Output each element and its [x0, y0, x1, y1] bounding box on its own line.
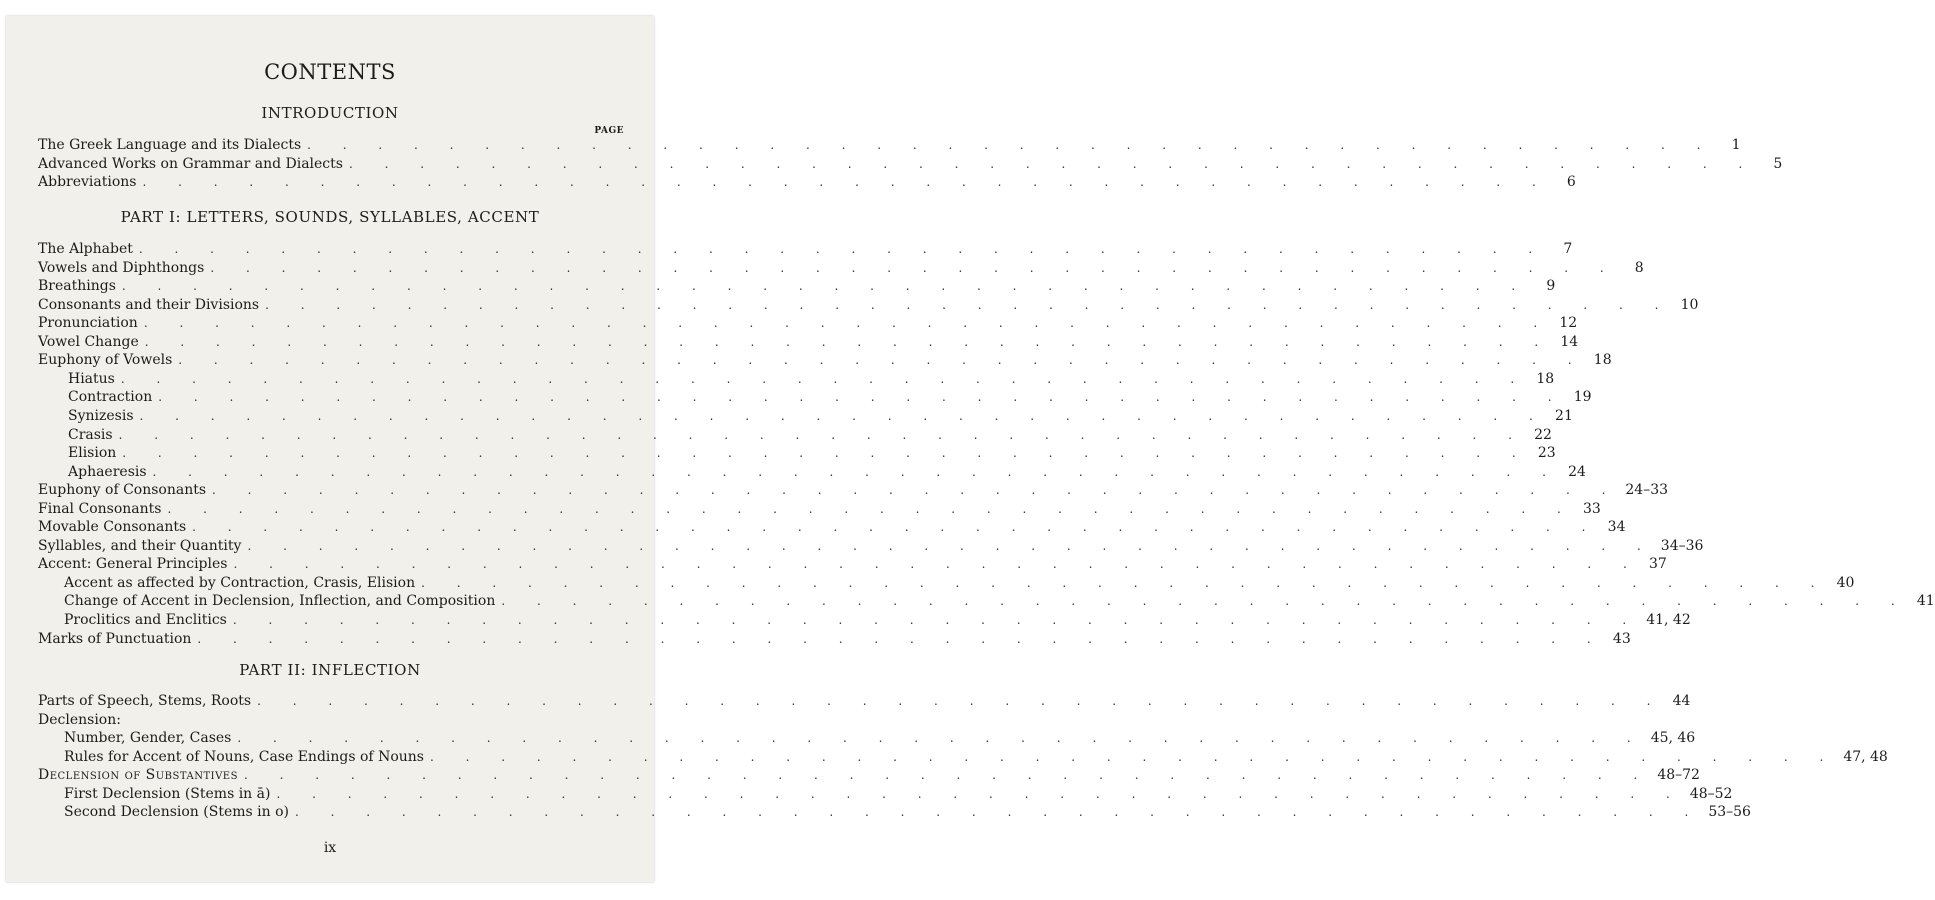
dot-leader: . . . . . . . . . . . . . . . . . . . . . . . . . . . . . . . . . . . . . . . . — [348, 156, 1757, 171]
dot-leader: . . . . . . . . . . . . . . . . . . . . . . . . . . . . . . . . . . . . . . . . — [233, 557, 1641, 572]
toc-entry-page: 12 — [1559, 315, 1578, 332]
toc-entry-title: Number, Gender, Cases — [64, 730, 232, 747]
toc-entry — [38, 314, 1578, 333]
toc-entry — [64, 611, 1691, 630]
section-heading: INTRODUCTION — [261, 104, 399, 122]
toc-entry-title: Final Consonants — [38, 500, 162, 517]
dot-leader: . . . . . . . . . . . . . . . . . . . . . . . . . . . . . . . . . . . . . . . . — [247, 538, 1655, 553]
toc-entry — [38, 711, 624, 730]
toc-entry-page: 18 — [1593, 352, 1612, 369]
toc-entry — [38, 136, 1741, 155]
toc-entry — [38, 155, 1783, 174]
toc-entry-title: The Alphabet — [38, 241, 133, 257]
toc-entry-page: 34 — [1607, 519, 1626, 536]
toc-entry-page: 44 — [1672, 693, 1691, 709]
toc-entry-title: Hiatus — [68, 370, 115, 387]
toc-entry-title: Syllables, and their Quantity — [38, 537, 242, 554]
toc-entry-page: 48–52 — [1689, 785, 1733, 802]
toc-entry-page: 1 — [1731, 137, 1741, 153]
dot-leader: . . . . . . . . . . . . . . . . . . . . . . . . . . . . . . . . . . . . . . . . — [167, 501, 1575, 516]
toc-entry-page: 53–56 — [1708, 804, 1751, 821]
toc-entry — [38, 537, 1704, 556]
dot-leader: . . . . . . . . . . . . . . . . . . . . . . . . . . . . . . . . . . . . . . . . — [142, 175, 1550, 190]
toc-entry-title: Crasis — [68, 426, 113, 443]
toc-entry-page: 33 — [1582, 500, 1601, 517]
toc-entry-title: Synizesis — [68, 407, 134, 424]
toc-entry-page: 24 — [1568, 463, 1586, 480]
toc-entry-title: Declension: — [38, 711, 121, 728]
toc-entry-title: Second Declension (Stems in ο) — [64, 804, 289, 821]
toc-entry-title: Aphaeresis — [68, 463, 147, 480]
toc-entry-page: 8 — [1634, 259, 1644, 276]
dot-leader: . . . . . . . . . . . . . . . . . . . . . . . . . . . . . . . . . . . . . . . . — [121, 279, 1530, 294]
toc-entry — [68, 370, 1555, 389]
toc-entry-title: The Greek Language and its Dialects — [38, 137, 302, 153]
dot-leader: . . . . . . . . . . . . . . . . . . . . . . . . . . . . . . . . . . . . . . . . — [265, 297, 1673, 312]
toc-entry — [38, 630, 1631, 649]
toc-entry-title: Change of Accent in Declension, Inflection, and Composition — [64, 593, 496, 610]
toc-entry — [64, 729, 1696, 748]
toc-entry-page: 23 — [1537, 445, 1556, 462]
toc-entry — [64, 803, 1751, 822]
toc-entry — [38, 481, 1669, 500]
toc-entry-title: Marks of Punctuation — [38, 630, 192, 647]
toc-entry-title: Contraction — [68, 389, 153, 406]
toc-entry — [64, 785, 1733, 804]
toc-entry — [38, 555, 1667, 574]
dot-leader: . . . . . . . . . . . . . . . . . . . . . . . . . . . . . . . . . . . . . . . . — [307, 138, 1715, 152]
dot-leader: . . . . . . . . . . . . . . . . . . . . . . . . . . . . . . . . . . . . . . . . — [243, 768, 1652, 783]
toc-entry-page: 19 — [1573, 389, 1592, 406]
toc-entry — [38, 259, 1644, 278]
dot-leader: . . . . . . . . . . . . . . . . . . . . . . . . . . . . . . . . . . . . . . . . — [257, 694, 1665, 708]
dot-leader: . . . . . . . . . . . . . . . . . . . . . . . . . . . . . . . . . . . . . . . . — [144, 334, 1553, 349]
toc-entry — [68, 463, 1586, 482]
dot-leader: . . . . . . . . . . . . . . . . . . . . . . . . . . . . . . . . . . . . . . . . — [192, 520, 1600, 535]
toc-entry — [64, 748, 1888, 767]
toc-entry-page: 41 — [1916, 593, 1935, 610]
page-column-label: PAGE — [594, 126, 624, 136]
toc-entry-page: 9 — [1546, 278, 1556, 295]
book-page — [6, 16, 1935, 882]
dot-leader: . . . . . . . . . . . . . . . . . . . . . . . . . . . . . . . . . . . . . . . . — [212, 483, 1620, 498]
toc-entry — [64, 592, 1935, 611]
toc-entry-title: Euphony of Consonants — [38, 482, 207, 499]
toc-entry-title: Rules for Accent of Nouns, Case Endings of Nouns — [64, 748, 424, 765]
toc-entry-title: Advanced Works on Grammar and Dialects — [38, 155, 343, 172]
toc-entry-title: Accent as affected by Contraction, Crasis, Elision — [64, 574, 416, 591]
toc-entry-page: 48–72 — [1657, 767, 1700, 784]
dot-leader: . . . . . . . . . . . . . . . . . . . . . . . . . . . . . . . . . . . . . . . . — [429, 749, 1838, 764]
section-heading: PART II: INFLECTION — [239, 661, 421, 679]
toc-entry-page: 24–33 — [1625, 482, 1669, 499]
toc-entry — [64, 574, 1855, 593]
toc-entry-page: 34–36 — [1660, 537, 1704, 554]
toc-entry-page: 10 — [1680, 296, 1699, 313]
toc-entry-page: 22 — [1534, 426, 1552, 443]
toc-entry-title: Abbreviations — [38, 174, 137, 191]
toc-entry — [68, 444, 1556, 463]
contents-list — [6, 16, 1935, 882]
toc-entry-page: 7 — [1563, 241, 1573, 257]
dot-leader: . . . . . . . . . . . . . . . . . . . . . . . . . . . . . . . . . . . . . . . . — [421, 575, 1829, 590]
toc-entry-title: Consonants and their Divisions — [38, 296, 260, 313]
dot-leader: . . . . . . . . . . . . . . . . . . . . . . . . . . . . . . . . . . . . . . . . — [237, 731, 1645, 746]
toc-entry-title: Vowels and Diphthongs — [38, 259, 205, 276]
dot-leader: . . . . . . . . . . . . . . . . . . . . . . . . . . . . . . . . . . . . . . . . — [276, 786, 1684, 801]
dot-leader: . . . . . . . . . . . . . . . . . . . . . . . . . . . . . . . . . . . . . . . . — [143, 316, 1552, 331]
dot-leader: . . . . . . . . . . . . . . . . . . . . . . . . . . . . . . . . . . . . . . . . — [294, 805, 1703, 820]
dot-leader: . . . . . . . . . . . . . . . . . . . . . . . . . . . . . . . . . . . . . . . . — [152, 464, 1560, 479]
toc-entry-title: Declension of Substantives — [38, 767, 238, 784]
dot-leader: . . . . . . . . . . . . . . . . . . . . . . . . . . . . . . . . . . . . . . . . — [197, 631, 1605, 646]
page-number: ix — [323, 840, 337, 856]
toc-entry — [38, 766, 1700, 785]
toc-entry — [38, 277, 1556, 296]
dot-leader: . . . . . . . . . . . . . . . . . . . . . . . . . . . . . . . . . . . . . . . . — [210, 260, 1618, 275]
toc-entry-title: Vowel Change — [38, 333, 139, 350]
toc-entry-title: Euphony of Vowels — [38, 352, 173, 369]
toc-entry-title: First Declension (Stems in ā) — [64, 785, 271, 802]
dot-leader: . . . . . . . . . . . . . . . . . . . . . . . . . . . . . . . . . . . . . . . . — [178, 353, 1586, 368]
toc-entry-title: Accent: General Principles — [38, 556, 228, 573]
toc-entry — [38, 173, 1576, 192]
dot-leader: . . . . . . . . . . . . . . . . . . . . . . . . . . . . . . . . . . . . . . . . — [118, 427, 1526, 442]
toc-entry — [38, 351, 1612, 370]
toc-entry-title: Elision — [68, 445, 117, 462]
dot-leader: . . . . . . . . . . . . . . . . . . . . . . . . . . . . . . . . . . . . . . . . — [139, 408, 1547, 423]
toc-entry — [38, 692, 1691, 711]
toc-entry — [38, 333, 1579, 352]
toc-entry-page: 45, 46 — [1650, 730, 1696, 747]
toc-entry-page: 6 — [1566, 174, 1576, 191]
toc-entry-page: 21 — [1555, 407, 1573, 424]
section-heading: PART I: LETTERS, SOUNDS, SYLLABLES, ACCENT — [120, 208, 540, 226]
toc-entry-page: 43 — [1612, 630, 1631, 647]
toc-entry — [38, 500, 1601, 519]
toc-entry-page: 41, 42 — [1646, 612, 1691, 628]
toc-entry-page: 37 — [1648, 556, 1667, 573]
toc-entry — [68, 426, 1552, 445]
toc-entry — [68, 388, 1592, 407]
dot-leader: . . . . . . . . . . . . . . . . . . . . . . . . . . . . . . . . . . . . . . . . — [232, 613, 1641, 627]
toc-entry-title: Parts of Speech, Stems, Roots — [38, 693, 252, 709]
toc-entry-title: Pronunciation — [38, 315, 138, 332]
toc-entry-title: Proclitics and Enclitics — [64, 612, 227, 628]
toc-entry-title: Movable Consonants — [38, 519, 187, 536]
toc-entry — [68, 407, 1573, 426]
toc-entry — [38, 296, 1699, 315]
toc-entry — [38, 240, 1573, 259]
dot-leader: . . . . . . . . . . . . . . . . . . . . . . . . . . . . . . . . . . . . . . . . — [122, 446, 1530, 461]
dot-leader: . . . . . . . . . . . . . . . . . . . . . . . . . . . . . . . . . . . . . . . . — [120, 371, 1529, 386]
toc-entry-title: Breathings — [38, 278, 116, 295]
toc-entry-page: 5 — [1773, 155, 1783, 172]
dot-leader: . . . . . . . . . . . . . . . . . . . . . . . . . . . . . . . . . . . . . . . . — [158, 390, 1566, 405]
toc-entry — [38, 518, 1626, 537]
toc-entry-page: 18 — [1536, 370, 1555, 387]
dot-leader: . . . . . . . . . . . . . . . . . . . . . . . . . . . . . . . . . . . . . . . . — [501, 594, 1909, 609]
toc-entry-page: 40 — [1836, 574, 1855, 591]
dot-leader: . . . . . . . . . . . . . . . . . . . . . . . . . . . . . . . . . . . . . . . . — [138, 242, 1547, 256]
toc-entry-page: 14 — [1560, 333, 1579, 350]
toc-entry-page: 47, 48 — [1843, 748, 1888, 765]
page-title: CONTENTS — [264, 60, 396, 84]
